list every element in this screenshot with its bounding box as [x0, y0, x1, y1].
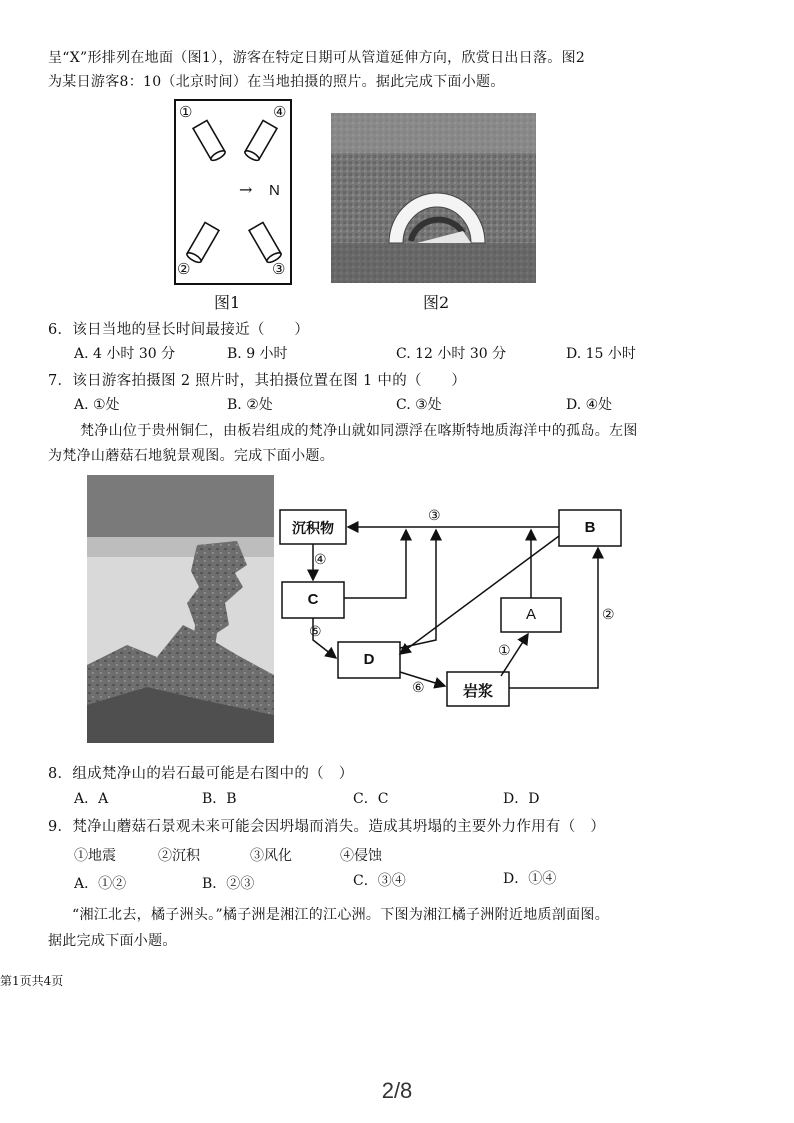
q9-choice-3: ③风化 [250, 848, 292, 864]
box-a: A [525, 606, 536, 623]
q9-option-c[interactable]: C．③④ [353, 873, 406, 889]
q6-option-d[interactable]: D. 15 小时 [566, 346, 636, 362]
box-d: D [363, 651, 375, 668]
q7-option-c[interactable]: C. ③处 [396, 397, 442, 413]
q9-choice-1: ①地震 [74, 848, 116, 864]
arrow-label-6: ⑥ [412, 680, 425, 696]
box-b: B [584, 519, 596, 536]
fig1-caption: 图1 [214, 293, 241, 312]
figure-2-photo [331, 113, 536, 287]
q8-option-b[interactable]: B．B [202, 791, 237, 807]
q9-option-b[interactable]: B．②③ [202, 876, 255, 892]
q9-stem: 9．梵净山蘑菇石景观未来可能会因坍塌而消失。造成其坍塌的主要外力作用有（ ） [48, 819, 606, 835]
fig2-caption: 图2 [423, 293, 450, 312]
q6-option-c[interactable]: C. 12 小时 30 分 [396, 346, 507, 362]
fig1-label-3: ③ [272, 260, 286, 278]
figure-1 [173, 98, 293, 290]
rock-cycle-diagram [276, 500, 636, 724]
arrow-label-1: ① [498, 643, 511, 659]
arrow-label-3: ③ [428, 508, 441, 524]
intro2-line2: 为梵净山蘑菇石地貌景观图。完成下面小题。 [48, 448, 334, 464]
fig1-label-4: ④ [273, 103, 287, 121]
mushroom-rock-photo [87, 475, 274, 747]
q8-option-c[interactable]: C．C [353, 791, 389, 807]
q7-option-d[interactable]: D. ④处 [566, 397, 613, 413]
box-magma: 岩浆 [462, 682, 493, 700]
q8-option-a[interactable]: A．A [74, 791, 109, 807]
q8-option-d[interactable]: D．D [503, 791, 540, 807]
q7-option-b[interactable]: B. ②处 [227, 397, 273, 413]
arrow-label-2: ② [602, 607, 615, 623]
north-label: N [269, 182, 280, 199]
fig1-label-2: ② [177, 260, 191, 278]
intro3-line1: “湘江北去，橘子洲头。”橘子洲是湘江的江心洲。下图为湘江橘子洲附近地质剖面图。 [72, 907, 610, 923]
q7-option-a[interactable]: A. ①处 [74, 397, 120, 413]
q6-stem: 6．该日当地的昼长时间最接近（ ） [48, 322, 310, 338]
q9-choice-4: ④侵蚀 [340, 848, 382, 864]
intro2-line1: 梵净山位于贵州铜仁，由板岩组成的梵净山就如同漂浮在喀斯特地质海洋中的孤岛。左图 [80, 423, 638, 439]
q6-option-a[interactable]: A. 4 小时 30 分 [74, 346, 176, 362]
q6-option-b[interactable]: B. 9 小时 [227, 346, 288, 362]
intro1-line2: 为某日游客8：10（北京时间）在当地拍摄的照片。据此完成下面小题。 [48, 74, 505, 90]
intro1-line1: 呈“X”形排列在地面（图1），游客在特定日期可从管道延伸方向，欣赏日出日落。图2 [48, 50, 586, 66]
arrow-label-5: ⑤ [309, 624, 322, 640]
q9-option-d[interactable]: D．①④ [503, 871, 557, 887]
box-sediment: 沉积物 [292, 521, 334, 537]
page-of-label: 第1页共4页 [0, 974, 64, 988]
q7-stem: 7．该日游客拍摄图 2 照片时，其拍摄位置在图 1 中的（ ） [48, 373, 467, 389]
q9-choice-2: ②沉积 [158, 848, 200, 864]
arrow-label-4: ④ [314, 552, 327, 568]
q8-stem: 8．组成梵净山的岩石最可能是右图中的（ ） [48, 766, 354, 782]
q9-option-a[interactable]: A．①② [74, 876, 127, 892]
intro3-line2: 据此完成下面小题。 [48, 933, 177, 949]
page-counter: 2/8 [381, 1078, 413, 1103]
north-arrow-icon: → [239, 180, 253, 199]
box-c: C [307, 591, 319, 608]
fig1-label-1: ① [179, 103, 193, 121]
